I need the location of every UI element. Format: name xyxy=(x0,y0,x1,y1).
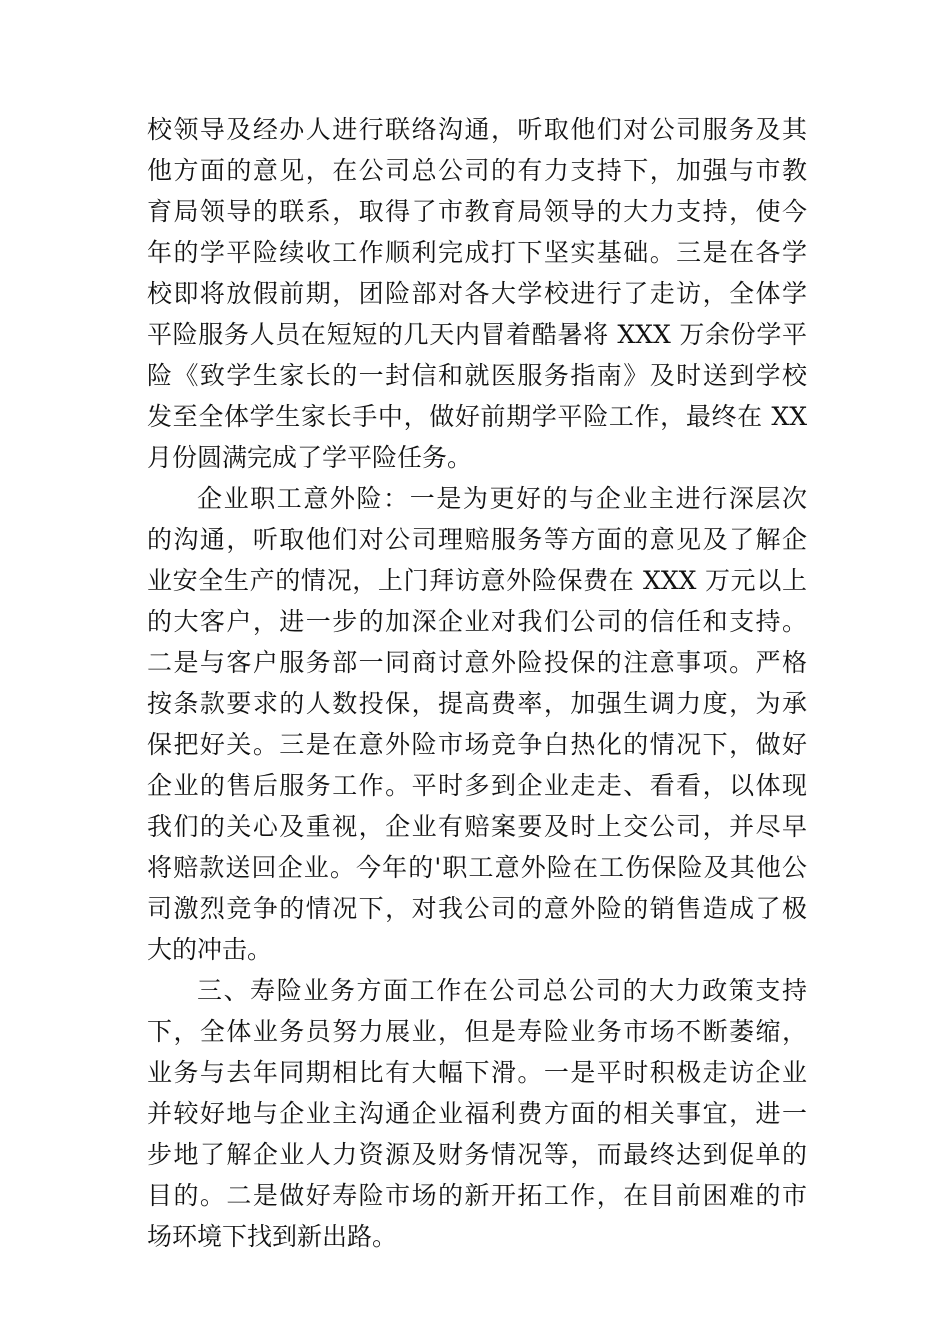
text-line: 下，全体业务员努力展业，但是寿险业务市场不断萎缩， xyxy=(147,1017,807,1046)
text-line: 险《致学生家长的一封信和就医服务指南》及时送到学校 xyxy=(147,361,807,390)
text-line: 发至全体学生家长手中，做好前期学平险工作，最终在 XX xyxy=(147,402,807,431)
text-line: 大的冲击。 xyxy=(147,935,273,964)
text-line: 司激烈竞争的情况下，对我公司的意外险的销售造成了极 xyxy=(147,894,807,923)
text-line: 平险服务人员在短短的几天内冒着酷暑将 XXX 万余份学平 xyxy=(147,320,807,349)
text-line: 校领导及经办人进行联络沟通，听取他们对公司服务及其 xyxy=(147,115,807,144)
text-line: 保把好关。三是在意外险市场竞争白热化的情况下，做好 xyxy=(147,730,807,759)
text-line: 业务与去年同期相比有大幅下滑。一是平时积极走访企业 xyxy=(147,1058,807,1087)
text-line: 企业的售后服务工作。平时多到企业走走、看看，以体现 xyxy=(147,771,807,800)
text-line: 步地了解企业人力资源及财务情况等，而最终达到促单的 xyxy=(147,1140,807,1169)
text-line: 业安全生产的情况，上门拜访意外险保费在 XXX 万元以上 xyxy=(147,566,807,595)
text-line: 年的学平险续收工作顺利完成打下坚实基础。三是在各学 xyxy=(147,238,807,267)
text-line: 目的。二是做好寿险市场的新开拓工作，在目前困难的市 xyxy=(147,1181,807,1210)
text-line: 按条款要求的人数投保，提高费率，加强生调力度，为承 xyxy=(147,689,807,718)
text-line: 场环境下找到新出路。 xyxy=(147,1222,398,1251)
text-line: 他方面的意见，在公司总公司的有力支持下，加强与市教 xyxy=(147,156,807,185)
text-line: 企业职工意外险：一是为更好的与企业主进行深层次 xyxy=(197,484,807,513)
text-line: 三、寿险业务方面工作在公司总公司的大力政策支持 xyxy=(197,976,807,1005)
text-line: 的大客户，进一步的加深企业对我们公司的信任和支持。 xyxy=(147,607,807,636)
text-line: 育局领导的联系，取得了市教育局领导的大力支持，使今 xyxy=(147,197,807,226)
text-line: 并较好地与企业主沟通企业福利费方面的相关事宜，进一 xyxy=(147,1099,807,1128)
text-line: 的沟通，听取他们对公司理赔服务等方面的意见及了解企 xyxy=(147,525,807,554)
text-line: 校即将放假前期，团险部对各大学校进行了走访，全体学 xyxy=(147,279,807,308)
text-line: 将赔款送回企业。今年的'职工意外险在工伤保险及其他公 xyxy=(147,853,807,882)
text-line: 二是与客户服务部一同商讨意外险投保的注意事项。严格 xyxy=(147,648,807,677)
text-line: 月份圆满完成了学平险任务。 xyxy=(147,443,473,472)
text-line: 我们的关心及重视，企业有赔案要及时上交公司，并尽早 xyxy=(147,812,807,841)
